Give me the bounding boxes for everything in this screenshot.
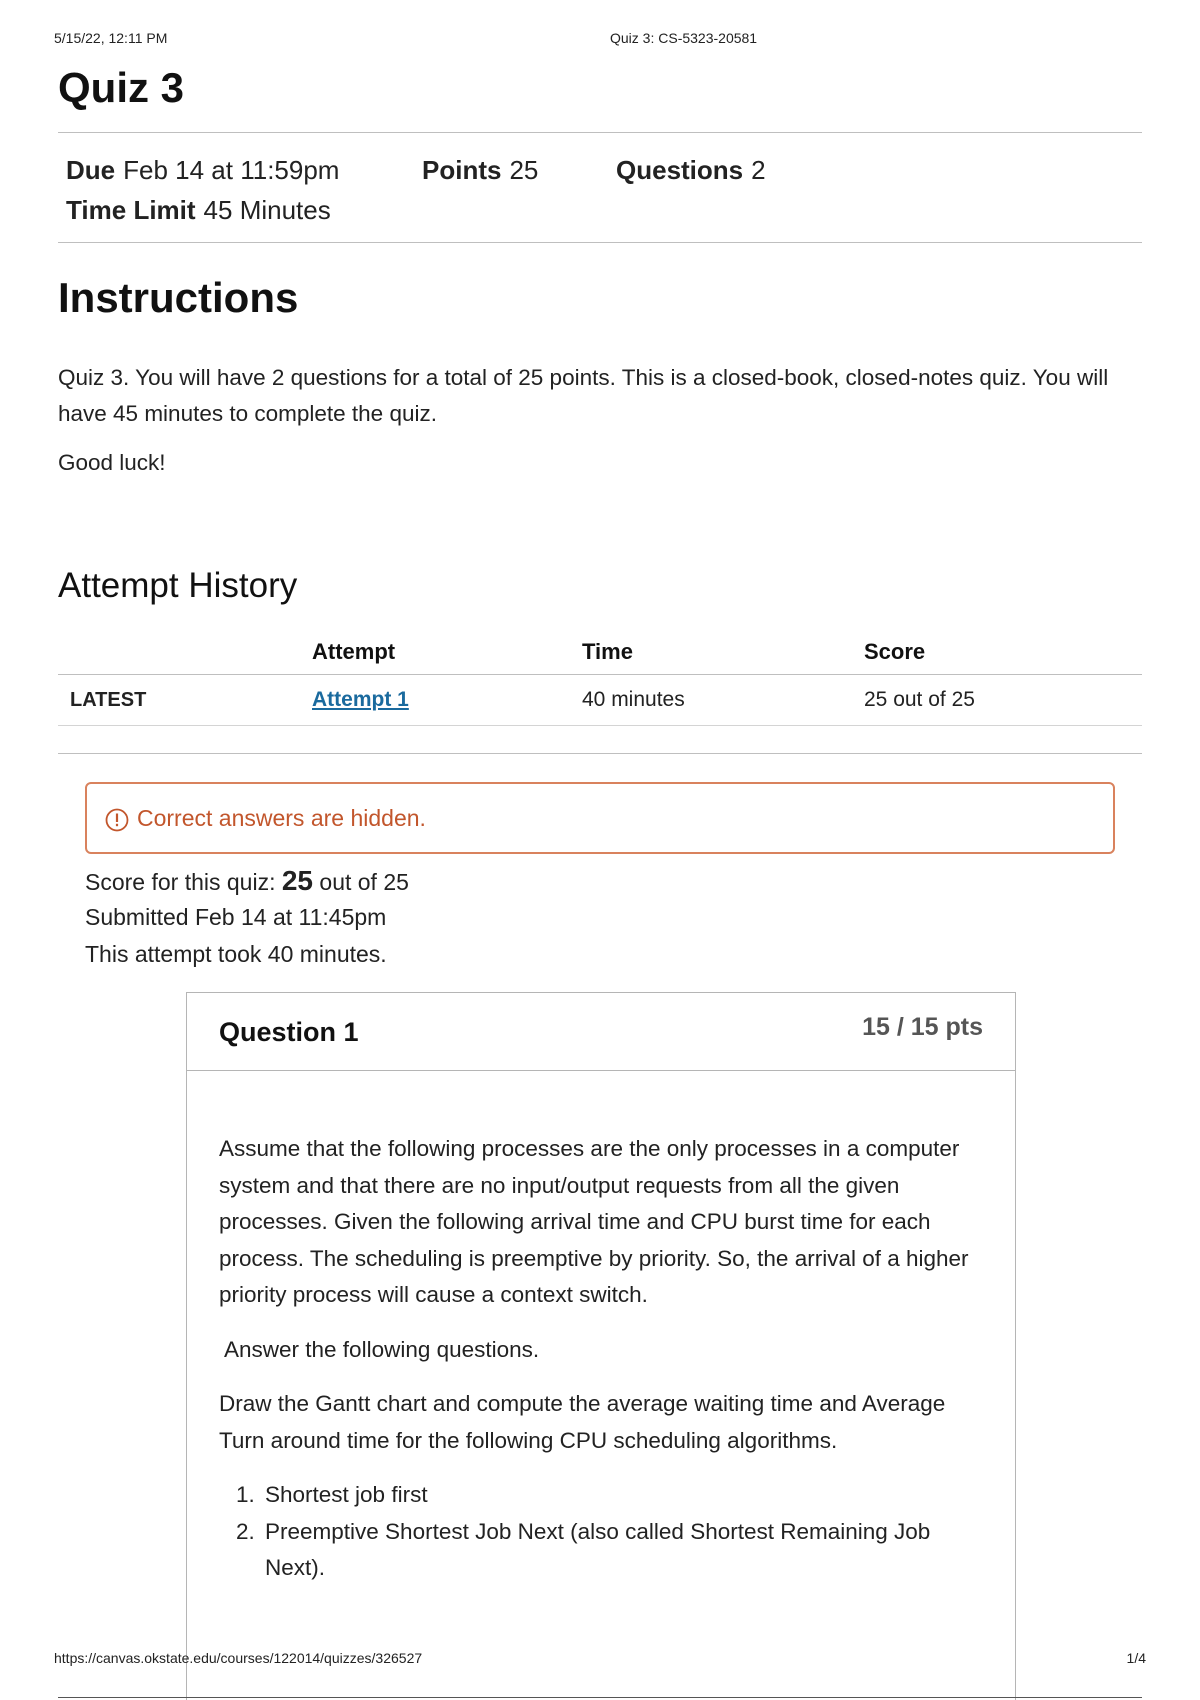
list-item: 2. Preemptive Shortest Job Next (also called Shortest Remaining Job Next). [261, 1514, 989, 1587]
info-circle-icon [105, 808, 129, 838]
divider [58, 242, 1142, 243]
questions-label: Questions [616, 155, 744, 185]
question-paragraph: Draw the Gantt chart and compute the average waiting time and Average Turn around time for the following CPU scheduling algorithms. [219, 1391, 946, 1453]
divider [58, 753, 1142, 754]
points-label: Points [422, 155, 502, 185]
due-value: Feb 14 at 11:59pm [123, 155, 340, 185]
points-field [422, 150, 616, 190]
time-limit-field [66, 190, 766, 230]
table-header-row [58, 630, 1142, 675]
column-header [58, 630, 312, 675]
question-card [186, 992, 1016, 1700]
score-value: 25 [281, 865, 314, 896]
hidden-answers-alert [85, 782, 1115, 854]
page-number: 1/4 [1126, 1650, 1146, 1666]
print-datetime: 5/15/22, 12:11 PM [54, 30, 168, 46]
quiz-details [66, 150, 766, 230]
attempt-link[interactable]: Attempt 1 [312, 688, 409, 711]
attempt-history-heading: Attempt History [58, 566, 298, 605]
instructions-heading: Instructions [58, 274, 299, 321]
duration-text: This attempt took 40 minutes. [85, 941, 387, 967]
submitted-text: Submitted Feb 14 at 11:45pm [85, 904, 387, 930]
list-item: 1. Shortest job first [261, 1477, 989, 1514]
attempt-history-table [58, 630, 1142, 726]
question-header [187, 993, 1015, 1071]
attempt-time: 40 minutes [582, 675, 864, 726]
instructions-text: Quiz 3. You will have 2 questions for a total of 25 points. This is a closed-book, closed-notes quiz. You will have 45 minutes to complete the quiz. [58, 365, 1109, 426]
instructions-closing: Good luck! [58, 450, 166, 475]
due-field [66, 150, 422, 190]
score-prefix: Score for this quiz: [85, 869, 276, 895]
question-body [219, 1131, 989, 1587]
print-footer [54, 1650, 1146, 1670]
column-header-score: Score [864, 630, 1142, 675]
questions-value: 2 [751, 155, 766, 185]
divider [58, 1697, 1142, 1698]
print-url: https://canvas.okstate.edu/courses/122014/quizzes/326527 [54, 1650, 423, 1666]
question-points: 15 / 15 pts [862, 1013, 983, 1041]
page-title: Quiz 3 [58, 64, 185, 111]
attempt-score: 25 out of 25 [864, 675, 1142, 726]
questions-field [616, 150, 766, 190]
table-row [58, 675, 1142, 726]
latest-tag: LATEST [58, 675, 312, 726]
points-value: 25 [509, 155, 539, 185]
question-paragraph: Assume that the following processes are the only processes in a computer system and that there are no input/output requests from all the given processes. Given the following arrival time and CPU burst time for each process. The scheduling is preemptive by priority. So, the arrival of a higher priority process will cause a context switch. [219, 1136, 969, 1307]
score-summary [85, 862, 409, 973]
quiz-score [85, 862, 409, 899]
question-paragraph: Answer the following questions. [224, 1336, 540, 1362]
time-limit-label: Time Limit [66, 195, 196, 225]
print-page-title: Quiz 3: CS-5323-20581 [610, 30, 758, 46]
print-header [54, 30, 1146, 50]
column-header-time: Time [582, 630, 864, 675]
alert-message: Correct answers are hidden. [137, 805, 426, 831]
time-limit-value: 45 Minutes [203, 195, 331, 225]
question-list [219, 1477, 989, 1587]
column-header-attempt: Attempt [312, 630, 582, 675]
question-title: Question 1 [219, 1017, 359, 1047]
due-label: Due [66, 155, 116, 185]
score-suffix: out of 25 [319, 869, 409, 895]
divider [58, 132, 1142, 133]
